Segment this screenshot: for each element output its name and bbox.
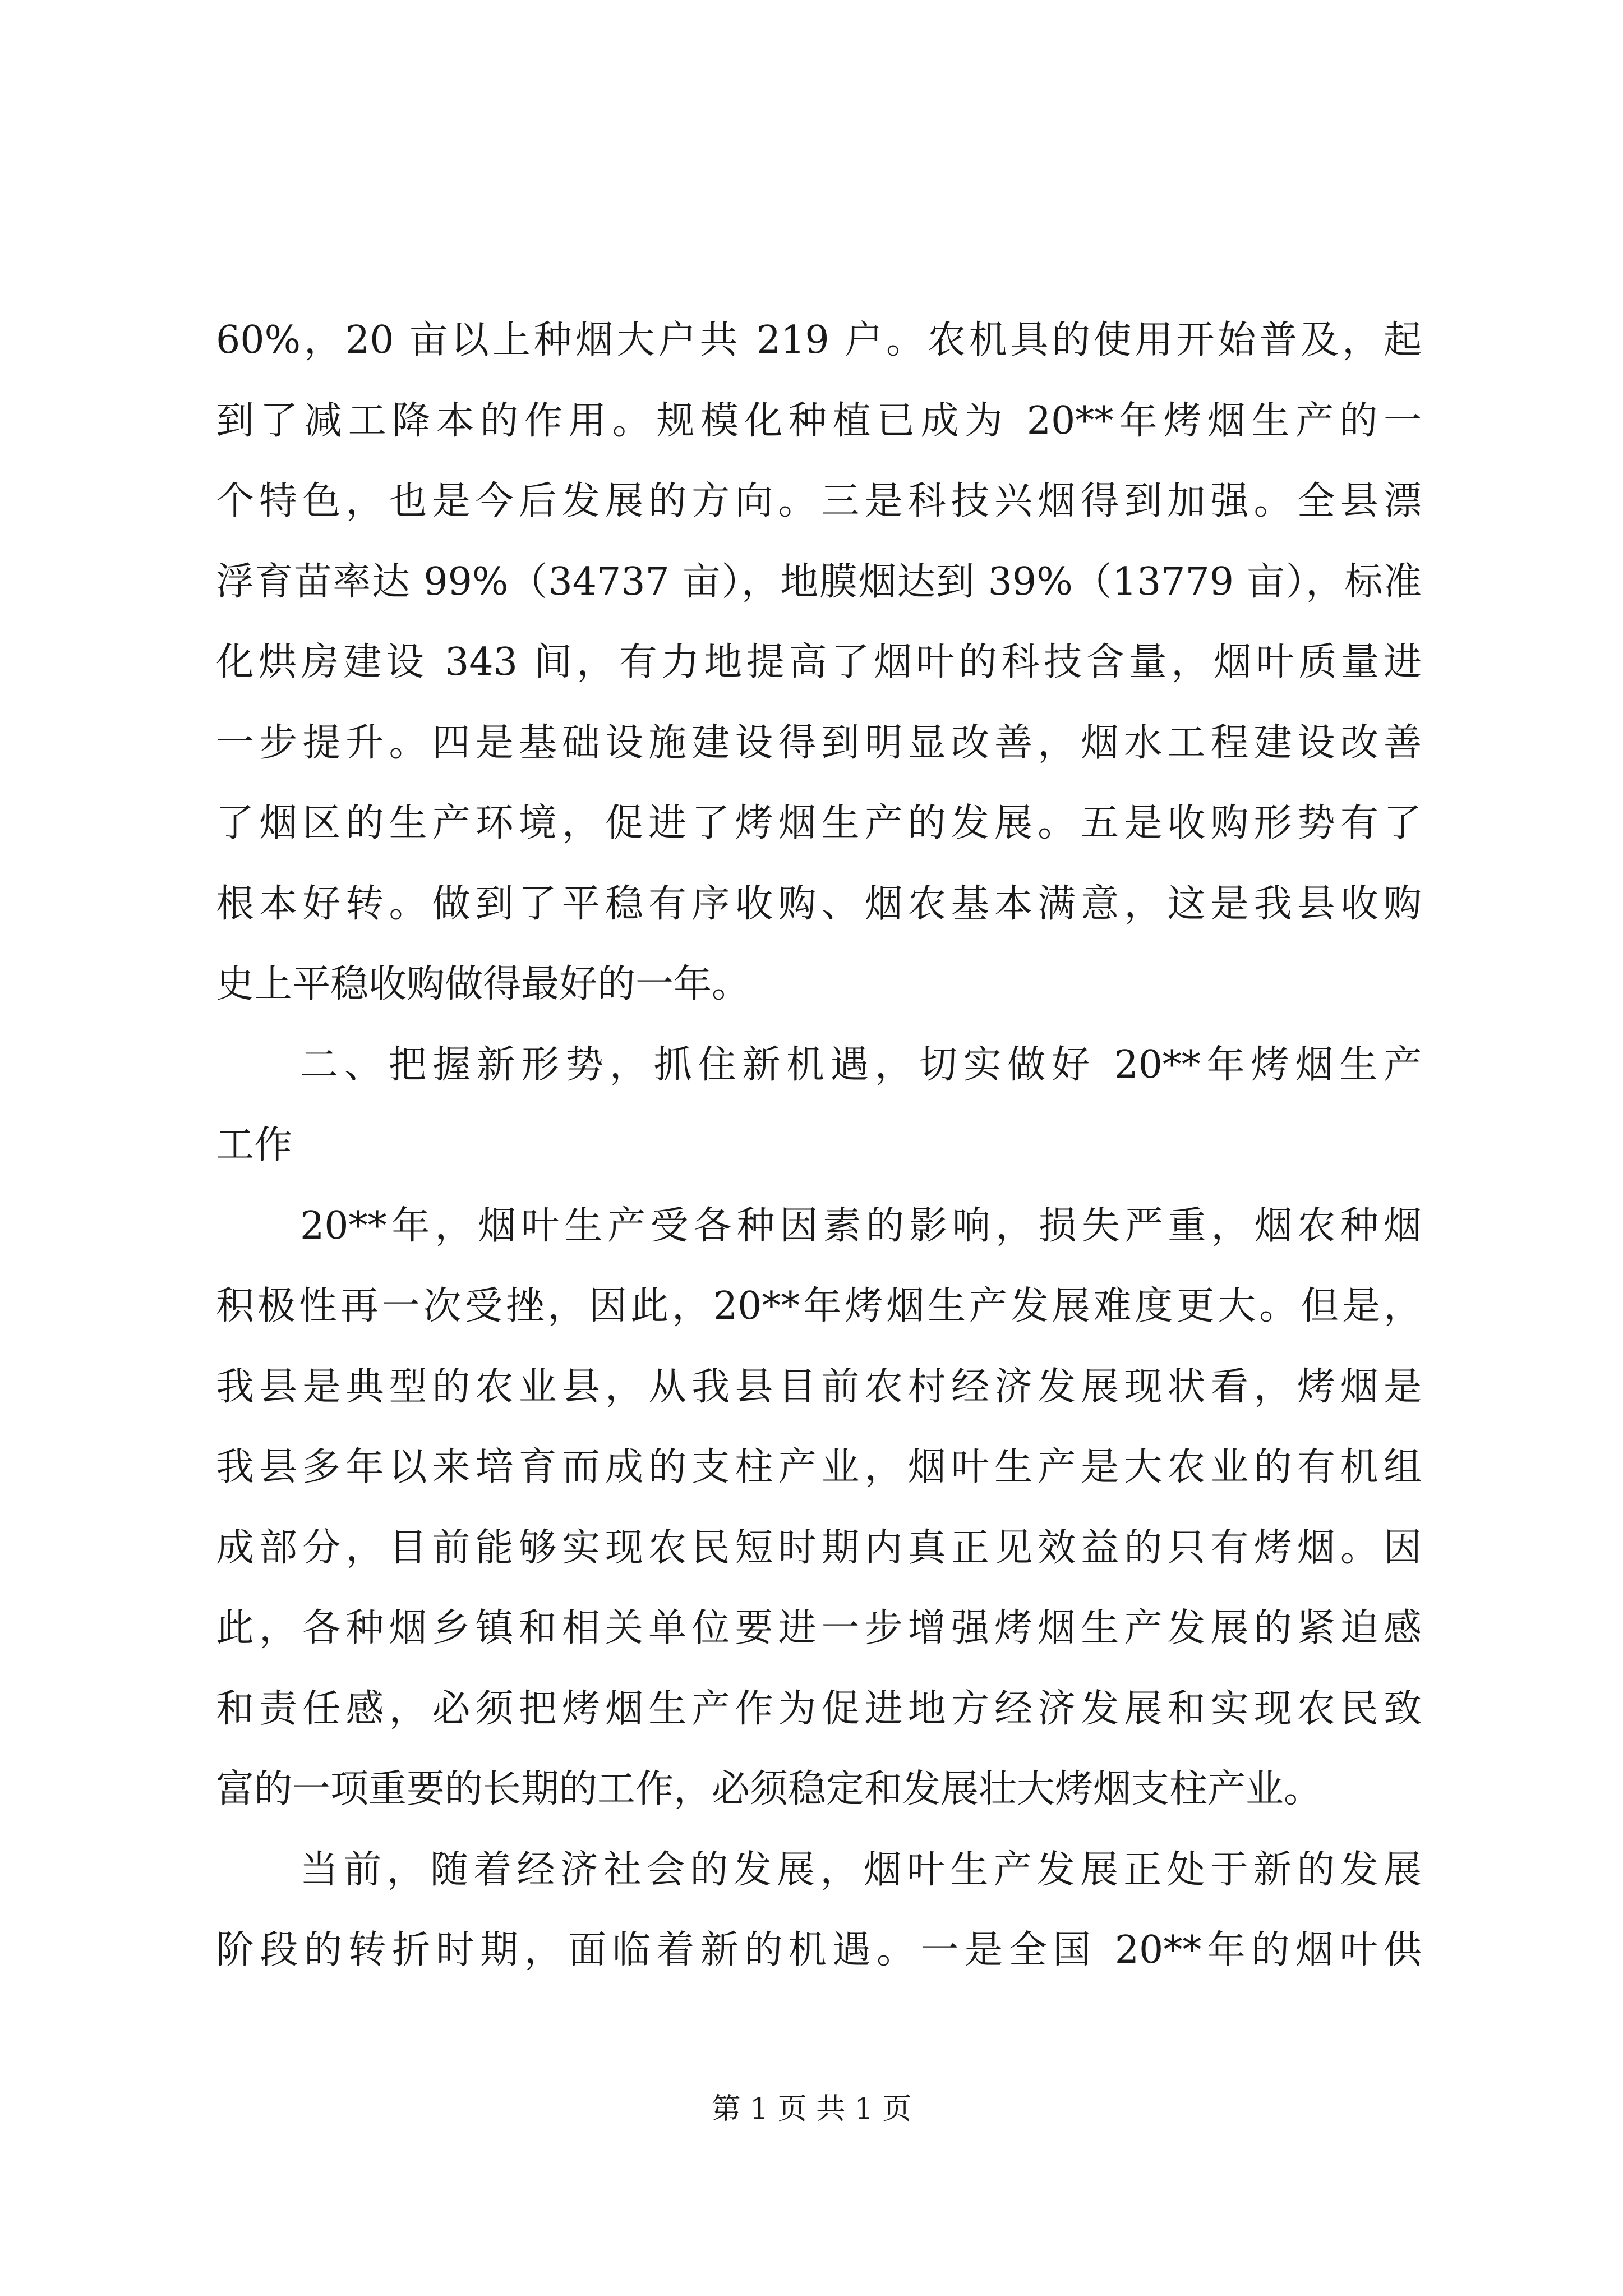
section-heading-continued: 工作: [216, 1123, 293, 1167]
text-line: 此，各种烟乡镇和相关单位要进一步增强烤烟生产发展的紧迫感: [216, 1606, 1422, 1650]
section-heading: 二、把握新形势，抓住新机遇，切实做好 20**年烤烟生产: [300, 1042, 1422, 1087]
text-line: 阶段的转折时期，面临着新的机遇。一是全国 20**年的烟叶供: [216, 1928, 1422, 1972]
text-line: 根本好转。做到了平稳有序收购、烟农基本满意，这是我县收购: [216, 881, 1422, 926]
page-footer: 第 1 页 共 1 页: [711, 2092, 912, 2126]
text-line: 化烘房建设 343 间，有力地提高了烟叶的科技含量，烟叶质量进: [216, 640, 1422, 684]
text-line: 富的一项重要的长期的工作，必须稳定和发展壮大烤烟支柱产业。: [216, 1767, 1322, 1811]
text-line: 一步提升。四是基础设施建设得到明显改善，烟水工程建设改善: [216, 720, 1422, 765]
text-line: 浮育苗率达 99%（34737 亩），地膜烟达到 39%（13779 亩），标准: [216, 559, 1422, 604]
paragraph-start-line: 20**年，烟叶生产受各种因素的影响，损失严重，烟农种烟: [300, 1203, 1422, 1248]
text-line: 了烟区的生产环境，促进了烤烟生产的发展。五是收购形势有了: [216, 801, 1422, 845]
text-line: 史上平稳收购做得最好的一年。: [216, 962, 750, 1006]
text-line: 和责任感，必须把烤烟生产作为促进地方经济发展和实现农民致: [216, 1686, 1422, 1731]
text-line: 成部分，目前能够实现农民短时期内真正见效益的只有烤烟。因: [216, 1525, 1422, 1570]
text-line: 60%，20 亩以上种烟大户共 219 户。农机具的使用开始普及，起: [216, 318, 1422, 362]
text-line: 积极性再一次受挫，因此，20**年烤烟生产发展难度更大。但是，: [216, 1284, 1422, 1328]
text-line: 个特色，也是今后发展的方向。三是科技兴烟得到加强。全县漂: [216, 479, 1422, 523]
document-body: [216, 300, 1422, 1991]
text-line: 我县是典型的农业县，从我县目前农村经济发展现状看，烤烟是: [216, 1364, 1422, 1409]
text-line: 我县多年以来培育而成的支柱产业，烟叶生产是大农业的有机组: [216, 1445, 1422, 1489]
text-line: 到了减工降本的作用。规模化种植已成为 20**年烤烟生产的一: [216, 398, 1422, 443]
paragraph-start-line: 当前，随着经济社会的发展，烟叶生产发展正处于新的发展: [300, 1847, 1422, 1892]
